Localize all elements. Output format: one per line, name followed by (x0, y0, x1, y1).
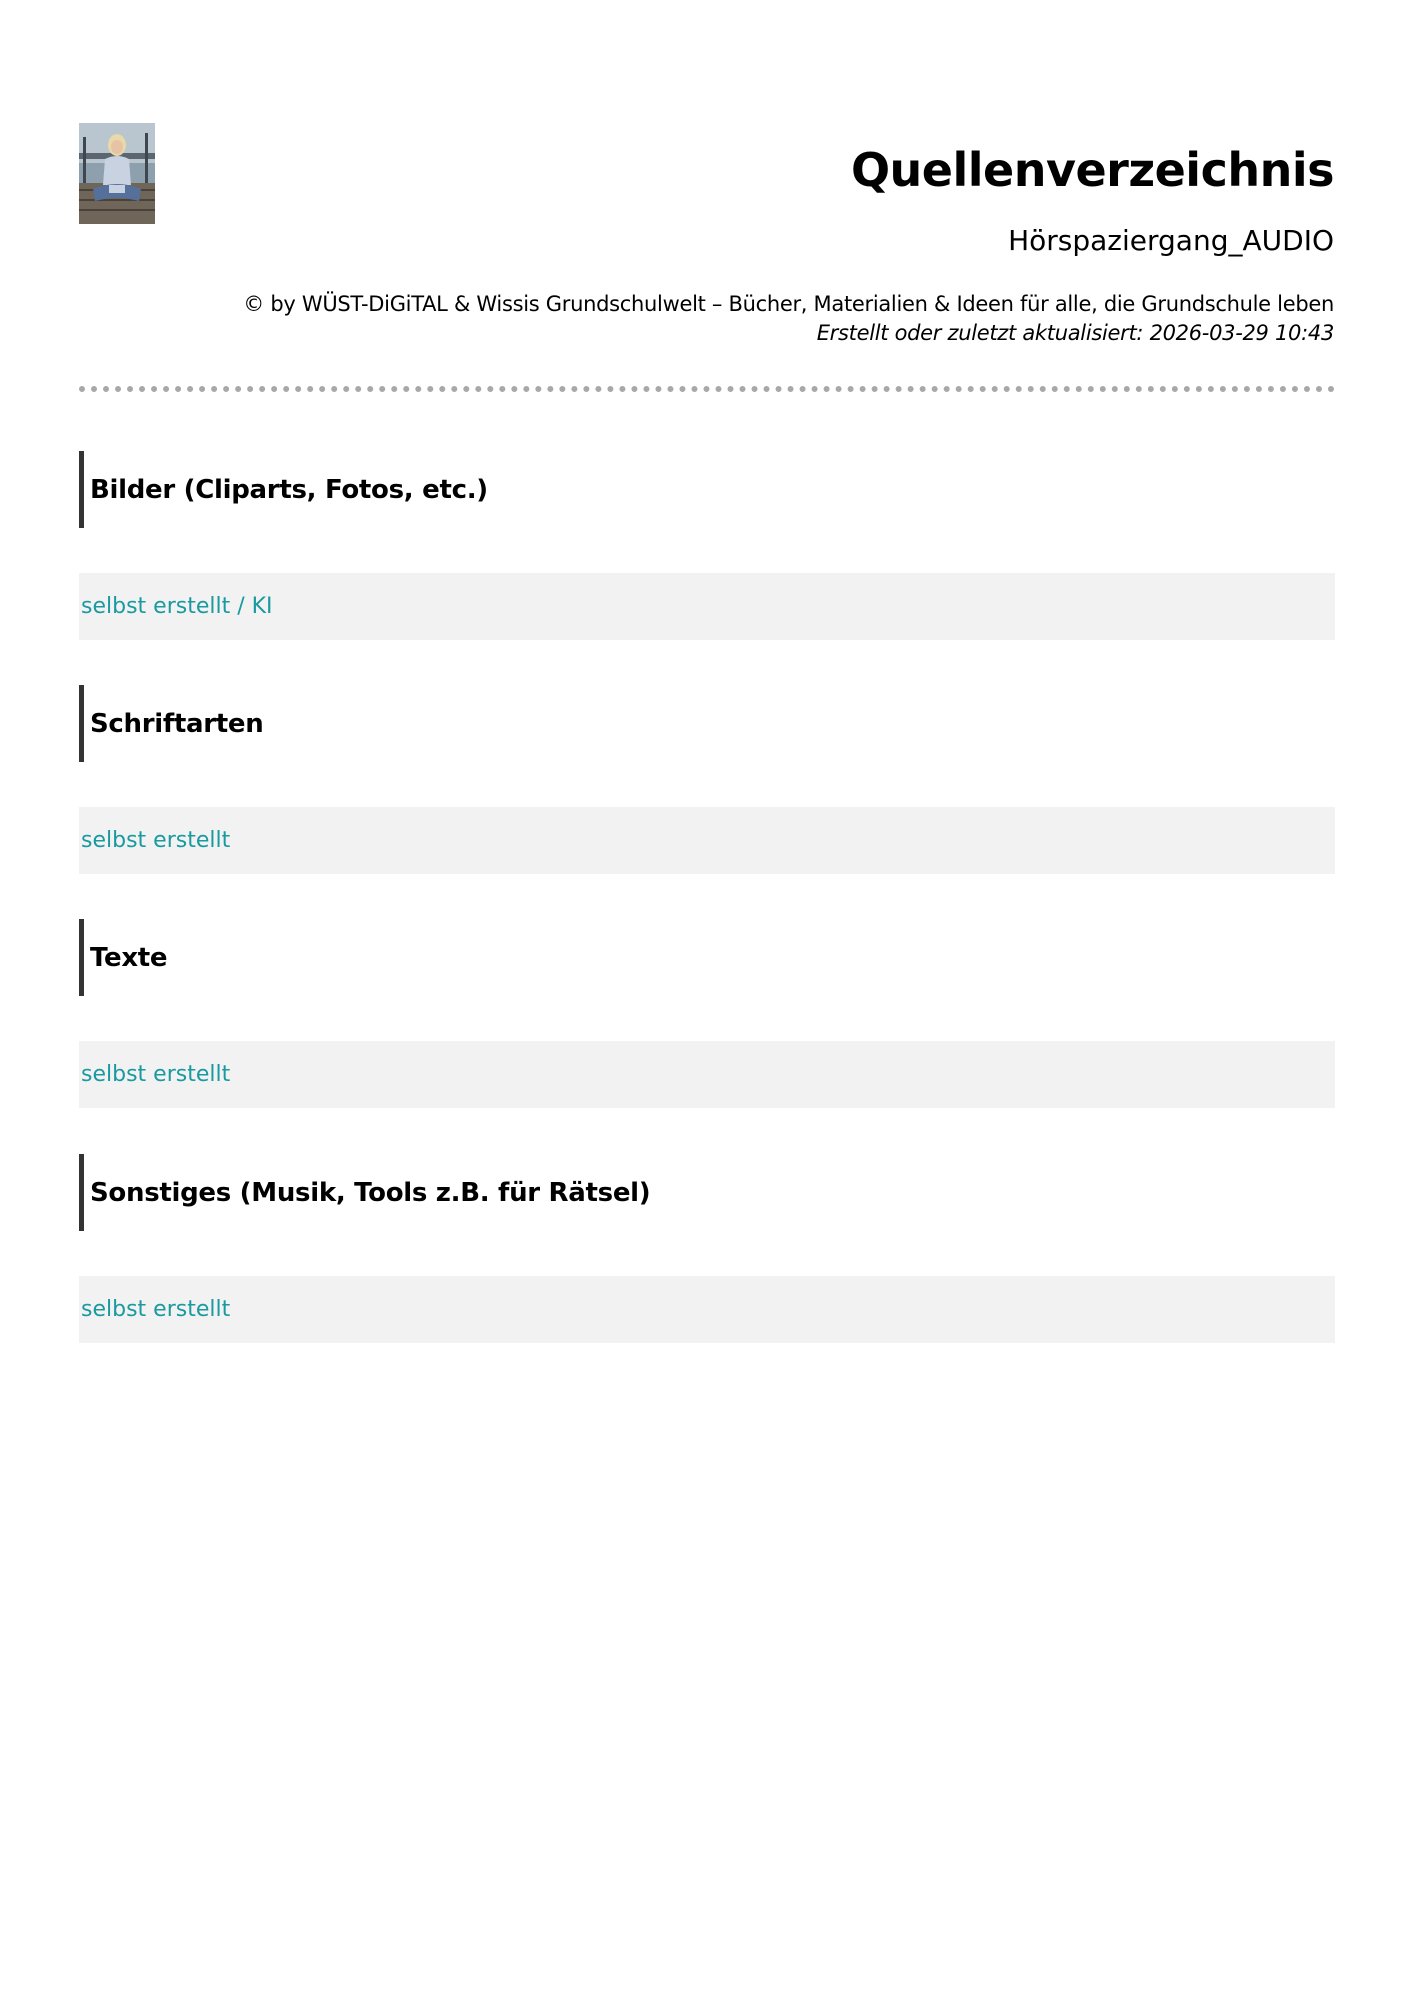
section-content-text: selbst erstellt (81, 1297, 231, 1322)
section-content-text: selbst erstellt (81, 1062, 231, 1087)
section-heading-texte (79, 919, 1335, 996)
section-content-bilder (79, 573, 1335, 640)
section-heading-label: Schriftarten (90, 708, 264, 739)
header-divider (79, 386, 1335, 392)
section-content-text: selbst erstellt (81, 828, 231, 853)
section-content-texte (79, 1041, 1335, 1108)
section-heading-label: Texte (90, 942, 168, 973)
section-content-sonstiges (79, 1276, 1335, 1343)
page-subtitle: Hörspaziergang_AUDIO (1008, 224, 1334, 257)
section-content-schriftarten (79, 807, 1335, 874)
section-heading-label: Bilder (Cliparts, Fotos, etc.) (90, 474, 488, 505)
section-heading-sonstiges (79, 1154, 1335, 1231)
header (234, 140, 1334, 259)
page-title: Quellenverzeichnis (850, 143, 1334, 197)
section-heading-schriftarten (79, 685, 1335, 762)
author-photo (79, 123, 155, 224)
copyright-notice: © by WÜST-DiGiTAL & Wissis Grundschulwelt – Bücher, Materialien & Ideen für alle, die Grundschule leben (243, 292, 1334, 316)
section-heading-bilder (79, 451, 1335, 528)
section-heading-label: Sonstiges (Musik, Tools z.B. für Rätsel) (90, 1177, 651, 1208)
section-content-text: selbst erstellt / KI (81, 594, 273, 619)
last-updated-timestamp: Erstellt oder zuletzt aktualisiert: 2026-03-29 10:43 (816, 321, 1334, 345)
